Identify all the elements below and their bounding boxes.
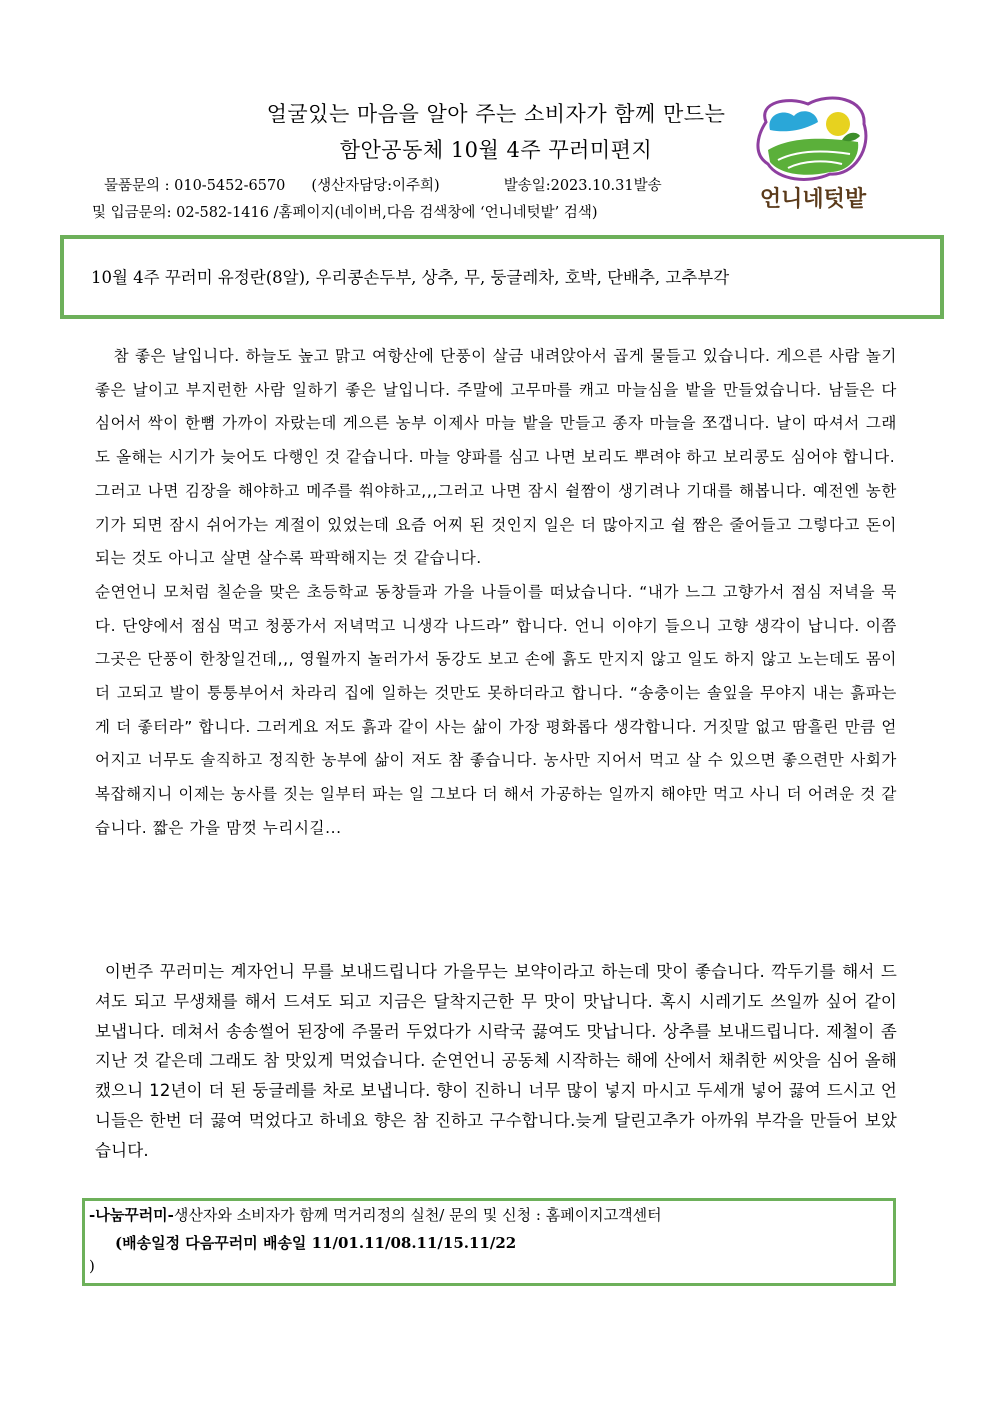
farm-landscape-logo-icon <box>738 94 888 214</box>
delivery-schedule: (배송일정 다음꾸러미 배송일 11/01.11/08.11/15.11/22 <box>115 1234 517 1252</box>
footer-close-paren: ) <box>89 1257 95 1275</box>
letter-title-line2: 함안공동체 10월 4주 꾸러미편지 <box>339 138 653 162</box>
contact-line-1 <box>104 174 662 195</box>
footer-line-1 <box>89 1204 662 1225</box>
footer-desc: 생산자와 소비자가 함께 먹거리정의 실천/ 문의 및 신청 : 홈페이지고객센터 <box>173 1206 662 1224</box>
notice-paragraph: 이번주 꾸러미는 계자언니 무를 보내드립니다 가을무는 보약이라고 하는데 맛이 좋습니다. 깍두기를 해서 드셔도 되고 무생채를 해서 드셔도 되고 지금은 달착지근한 무 맛이 맛납니다. 혹시 시레기도 쓰일까 싶어 같이 보냅니다. 데쳐서 송송썰어 된장에 주물러 두었다가 시락국 끓여도 맛납니다. 상추를 보내드립니다. 제철이 좀 지난 것 같은데 그래도 참 맛있게 먹었습니다. 순연언니 공동체 시작하는 해에 산에서 채취한 씨앗을 심어 올해 캤으니 12년이 더 된 둥글레를 차로 보냅니다. 향이 진하니 너무 많이 넣지 마시고 두세개 넣어 끓여 드시고 언니들은 한번 더 끓여 먹었다고 하네요 향은 참 진하고 구수합니다.늦게 달린고추가 아까워 부각을 만들어 보았습니다. <box>95 962 897 1160</box>
footer-label: -나눔꾸러미- <box>89 1206 174 1224</box>
letter-title-line1: 얼굴있는 마음을 알아 주는 소비자가 함께 만드는 <box>266 102 726 126</box>
contact-line-2: 및 입금문의: 02-582-1416 /홈페이지(네이버,다음 검색창에 ‘언니네텃밭’ 검색) <box>92 205 598 221</box>
letter-body <box>95 340 897 846</box>
producer-manager: (생산자담당:이주희) <box>311 178 440 194</box>
items-list: 10월 4주 꾸러미 유정란(8알), 우리콩손두부, 상추, 무, 둥글레차, 호박, 단배추, 고추부각 <box>91 268 730 287</box>
ship-date: 발송일:2023.10.31발송 <box>503 178 662 194</box>
letter-paragraph: 그러고 나면 김장을 해야하고 메주를 쒀야하고,,,그러고 나면 잠시 쉴짬이 생기려나 기대를 해봅니다. 예전엔 농한기가 되면 잠시 쉬어가는 계절이 있었는데 요즘 어찌 된 것인지 일은 더 많아지고 쉴 짬은 줄어들고 그렇다고 돈이 되는 것도 아니고 살면 살수록 팍팍해지는 것 같습니다. <box>95 481 897 568</box>
footer-box <box>82 1198 896 1286</box>
letter-paragraph: 순연언니 모처럼 칠순을 맞은 초등학교 동창들과 가을 나들이를 떠났습니다. “내가 느그 고향가서 점심 저녁을 묵다. 단양에서 점심 먹고 청풍가서 저녁먹고 니생각 나드라” 합니다. 언니 이야기 들으니 고향 생각이 납니다. 이쯤 그곳은 단풍이 한창일건데,,, 영월까지 놀러가서 동강도 보고 손에 흙도 만지지 않고 일도 하지 않고 노는데도 몸이 더 고되고 발이 퉁퉁부어서 차라리 집에 일하는 것만도 못하더라고 합니다. “송충이는 솔잎을 무야지 내는 흙파는게 더 좋터라” 합니다. 그러게요 저도 흙과 같이 사는 삶이 가장 평화롭다 생각합니다. 거짓말 없고 땀흘린 만큼 얻어지고 너무도 솔직하고 정직한 농부에 삶이 저도 참 좋습니다. 농사만 지어서 먹고 살 수 있으면 좋으련만 사회가 복잡해지니 이제는 농사를 짓는 일부터 파는 일 그보다 더 해서 가공하는 일까지 해야만 먹고 사니 더 어려운 것 같습니다. 짧은 가을 맘껏 누리시길... <box>95 582 897 837</box>
unnine-logo <box>738 94 888 214</box>
items-box <box>60 235 944 319</box>
letter-paragraph: 참 좋은 날입니다. 하늘도 높고 맑고 여항산에 단풍이 살금 내려앉아서 곱게 물들고 있습니다. 게으른 사람 놀기 좋은 날이고 부지런한 사람 일하기 좋은 날입니다. 주말에 고무마를 캐고 마늘심을 밭을 만들었습니다. 남들은 다 심어서 싹이 한뼘 가까이 자랐는데 게으른 농부 이제사 마늘 밭을 만들고 종자 마늘을 쪼갭니다. 날이 따셔서 그래도 올해는 시기가 늦어도 다행인 것 같습니다. 마늘 양파를 심고 나면 보리도 뿌려야 하고 보리콩도 심어야 합니다. <box>95 347 897 467</box>
package-notice <box>95 957 897 1166</box>
product-contact: 물품문의 : 010-5452-6570 <box>104 178 286 194</box>
logo-text: 언니네텃밭 <box>759 187 867 212</box>
